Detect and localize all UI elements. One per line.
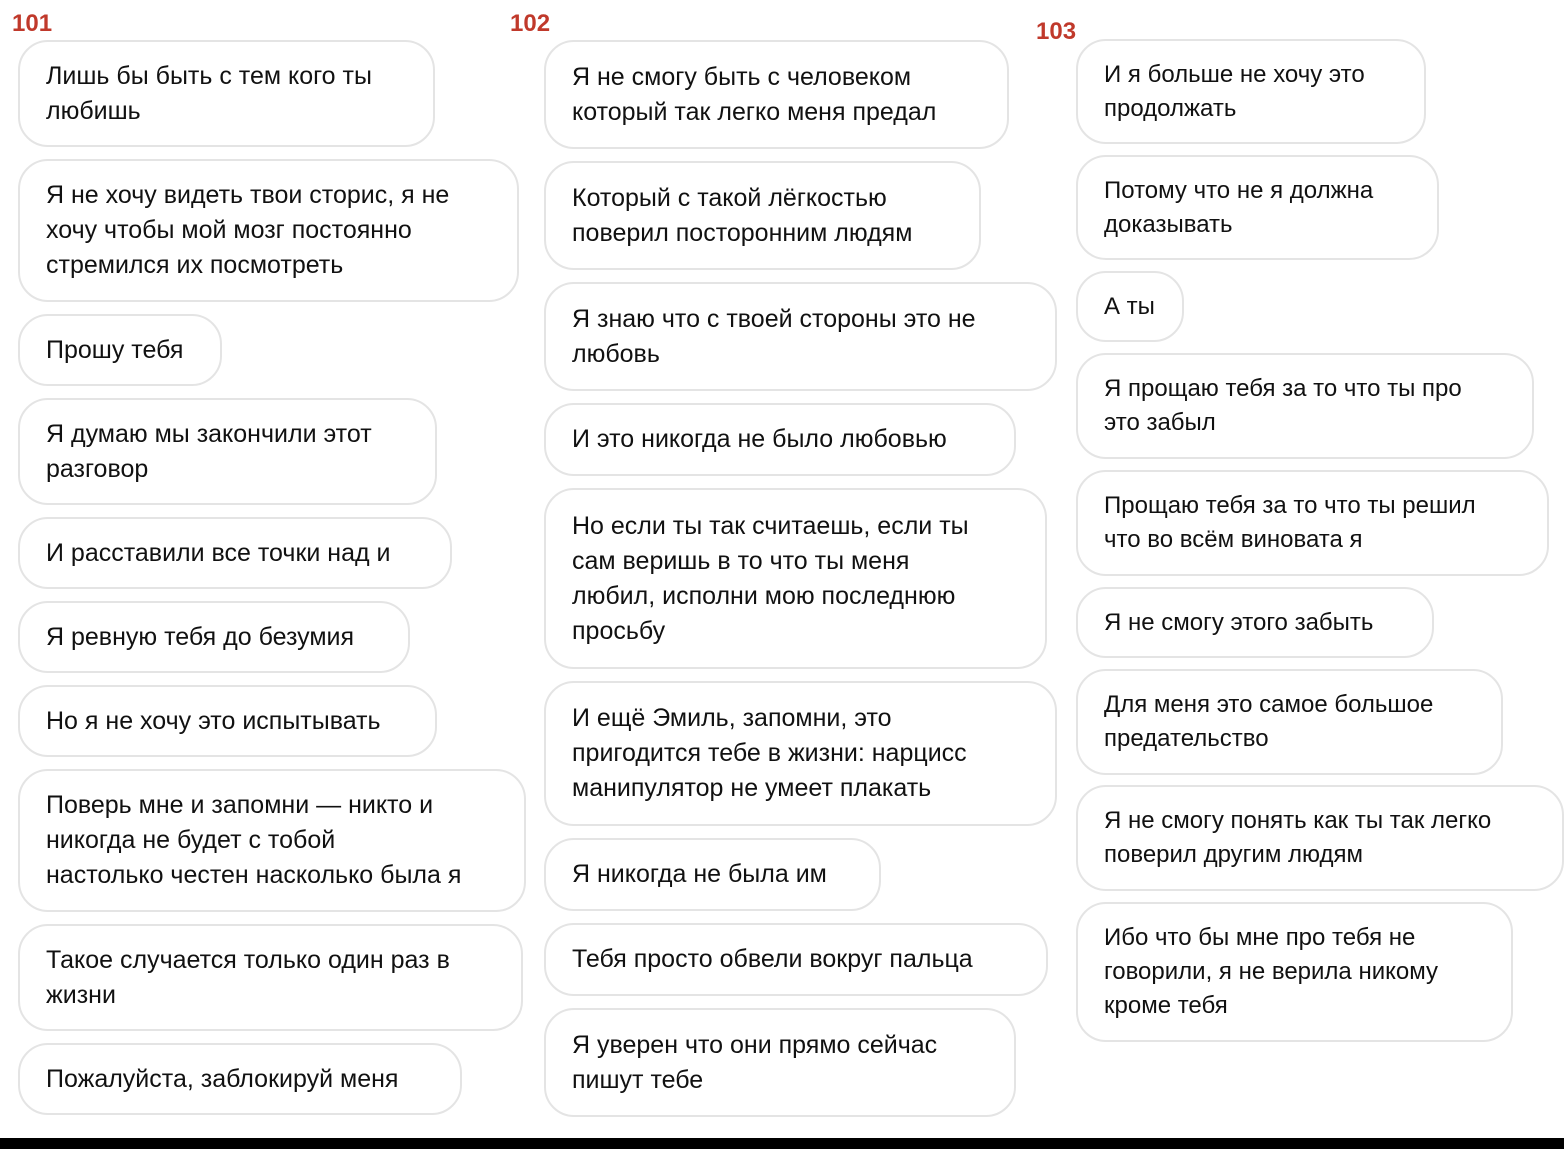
- message-bubble[interactable]: [544, 40, 1009, 149]
- message-text: Прошу тебя: [46, 335, 184, 364]
- message-bubble[interactable]: [18, 517, 452, 589]
- message-text: И я больше не хочу это продолжать: [1104, 60, 1365, 122]
- message-text: Но если ты так считаешь, если ты сам веришь в то что ты меня любил, исполни мою последнюю просьбу: [572, 511, 969, 645]
- message-text: Который с такой лёгкостью поверил посторонним людям: [572, 183, 913, 247]
- message-text: Ибо что бы мне про тебя не говорили, я не верила никому кроме тебя: [1104, 924, 1438, 1019]
- message-text: Я не смогу быть с человеком который так легко меня предал: [572, 62, 937, 126]
- message-bubble[interactable]: [544, 923, 1048, 996]
- message-bubble[interactable]: [18, 398, 437, 505]
- message-bubble[interactable]: [544, 488, 1047, 669]
- message-bubble[interactable]: [18, 685, 437, 757]
- message-text: Я никогда не была им: [572, 860, 827, 888]
- message-bubble[interactable]: [544, 161, 981, 270]
- message-text: Такое случается только один раз в жизни: [46, 945, 450, 1009]
- message-bubble[interactable]: [1076, 785, 1564, 891]
- message-bubble[interactable]: [18, 40, 435, 147]
- message-bubble[interactable]: [1076, 669, 1503, 775]
- message-bubble[interactable]: [544, 681, 1057, 826]
- column-number-101: 101: [12, 10, 53, 37]
- message-bubble[interactable]: [18, 924, 523, 1031]
- message-text: Для меня это самое большое предательство: [1104, 691, 1434, 752]
- message-bubble[interactable]: [544, 403, 1016, 476]
- message-bubble[interactable]: [1076, 155, 1439, 260]
- message-bubble[interactable]: [544, 1008, 1016, 1117]
- column-number-103: 103: [1036, 18, 1077, 45]
- message-text: Тебя просто обвели вокруг пальца: [572, 945, 973, 973]
- message-text: Я ревную тебя до безумия: [46, 622, 355, 651]
- message-text: Я не смогу понять как ты так легко поверил другим людям: [1104, 807, 1492, 868]
- message-bubble[interactable]: [18, 159, 519, 302]
- message-text: Я не смогу этого забыть: [1104, 608, 1374, 636]
- column-number-102: 102: [510, 10, 551, 37]
- message-bubble[interactable]: [18, 601, 410, 673]
- message-text: Я уверен что они прямо сейчас пишут тебе: [572, 1030, 938, 1094]
- message-text: Но я не хочу это испытывать: [46, 706, 381, 735]
- message-bubble[interactable]: [1076, 587, 1434, 658]
- bottom-bar: [0, 1138, 1564, 1149]
- message-bubble[interactable]: [1076, 353, 1534, 459]
- message-bubble[interactable]: [18, 314, 222, 386]
- message-bubble[interactable]: [1076, 902, 1513, 1042]
- message-bubble[interactable]: [1076, 470, 1549, 576]
- message-bubble[interactable]: [544, 838, 881, 911]
- message-text: Я знаю что с твоей стороны это не любовь: [572, 304, 976, 368]
- message-bubble[interactable]: [18, 1043, 462, 1115]
- message-text: И расставили все точки над и: [46, 538, 391, 567]
- message-text: А ты: [1104, 292, 1155, 320]
- message-text: Поверь мне и запомни — никто и никогда не будет с тобой настолько честен насколько была я: [46, 791, 462, 889]
- message-bubble[interactable]: [1076, 39, 1426, 144]
- message-text: Потому что не я должна доказывать: [1104, 176, 1374, 238]
- message-text: Прощаю тебя за то что ты решил что во всём виновата я: [1104, 492, 1476, 553]
- message-text: Я прощаю тебя за то что ты про это забыл: [1104, 375, 1462, 436]
- message-text: Лишь бы быть с тем кого ты любишь: [46, 61, 372, 125]
- message-text: И ещё Эмиль, запомни, это пригодится тебе в жизни: нарцисс манипулятор не умеет плакать: [572, 704, 967, 802]
- message-text: Пожалуйста, заблокируй меня: [46, 1064, 399, 1093]
- message-bubble[interactable]: [18, 769, 526, 912]
- message-bubble[interactable]: [544, 282, 1057, 391]
- message-text: Я не хочу видеть твои сторис, я не хочу чтобы мой мозг постоянно стремился их посмотреть: [46, 181, 450, 279]
- message-bubble[interactable]: [1076, 271, 1184, 342]
- message-text: И это никогда не было любовью: [572, 425, 947, 453]
- message-text: Я думаю мы закончили этот разговор: [46, 419, 372, 483]
